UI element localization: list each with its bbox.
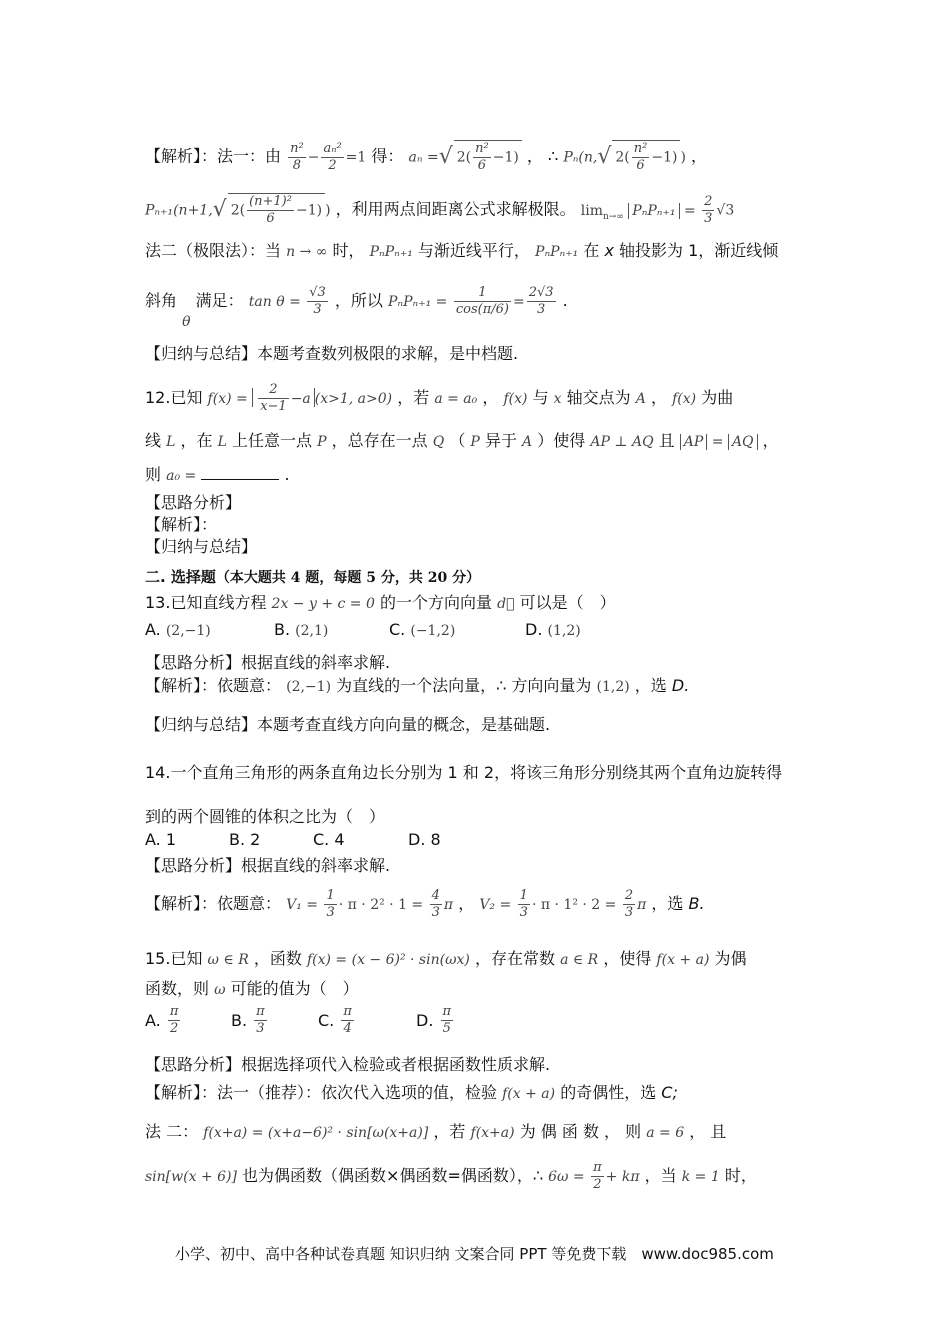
p11-line2: Pₙ₊₁(n+1,√ 2( $\frac{\text{(n+1)²}}{6}$ −1) ) ，利用两点间距离公式求解极限。 $\lim_{n\to\infty} P_nP_{n+1}$ = $\frac{2}{3}$ √3 xyxy=(145,193,735,226)
q15-option-a[interactable]: A. $\frac{\pi}{2}$ xyxy=(145,1004,179,1036)
q14-stem-line2: 到的两个圆锥的体积之比为（ ） xyxy=(145,807,386,826)
q13-idea: 【思路分析】根据直线的斜率求解. xyxy=(145,653,391,672)
q13-option-b[interactable]: B. (2,1) xyxy=(274,620,329,639)
q12-stem-line1: 12.已知 f(x) = $\frac{2}{x-1}$ −a (x>1, a>0) ，若 a = a₀ ， f(x) 与 x 轴交点为 A ， f(x) 为曲 xyxy=(145,382,734,414)
q14-option-b[interactable]: B. 2 xyxy=(229,830,261,849)
q15-analysis-3: sin[w(x + 6)] 也为偶函数（偶函数×偶函数=偶函数），∴ 6ω = $\frac{\pi}{2}$ + kπ ，当 k = 1 时， xyxy=(145,1160,757,1192)
section-heading: 二. 选择题（本大题共 4 题，每题 5 分，共 20 分） xyxy=(145,568,481,586)
q12-stem-line3: 则 a₀ = . xyxy=(145,465,290,484)
q15-idea: 【思路分析】根据选择项代入检验或者根据函数性质求解. xyxy=(145,1055,551,1074)
math-limit: $\lim_{n\to\infty} P_nP_{n+1}$ = xyxy=(580,202,701,222)
q13-summary: 【归纳与总结】本题考查直线方向向量的概念，是基础题. xyxy=(145,715,551,734)
q15-analysis-2: 法 二： f(x+a) = (x+a−6)² · sin[ω(x+a)] ，若 f(x+a) 为 偶 函 数 ， 则 a = 6 ， 且 xyxy=(145,1122,727,1141)
q15-stem-line1: 15.已知 ω ∈ R ，函数 f(x) = (x − 6)² · sin(ωx) ，存在常数 a ∈ R ，使得 f(x + a) 为偶 xyxy=(145,949,747,968)
q15-analysis-1: 【解析】：法一（推荐）：依次代入选项的值，检验 f(x + a) 的奇偶性，选 C; xyxy=(145,1083,678,1102)
q15-option-b[interactable]: B. $\frac{\pi}{3}$ xyxy=(231,1004,265,1036)
q14-analysis: 【解析】：依题意： V₁ = $\frac{1}{3}$ · π · 2² · 1 = $\frac{4}{3}$ π ， V₂ = $\frac{1}{3}$ · π · 1² · 2 = $\frac{2}{3}$ π ，选 B. xyxy=(145,888,705,920)
q15-stem-line2: 函数，则 ω 可能的值为（ ） xyxy=(145,979,359,998)
q15-option-c[interactable]: C. $\frac{\pi}{4}$ xyxy=(318,1004,352,1036)
p11-line1: 【解析】：法一：由 $\frac{\text{n²}}{8}$ − $\frac{\text{aₙ²}}{2}$ =1 得： aₙ =√ 2( $\frac{\text{n²}}{6}$ −1) ， ∴ Pₙ(n,√ 2( $\frac{\text{n²}}{6}$ −1) ) ， xyxy=(145,140,708,173)
q14-option-c[interactable]: C. 4 xyxy=(313,830,345,849)
q14-idea: 【思路分析】根据直线的斜率求解. xyxy=(145,856,391,875)
q14-option-a[interactable]: A. 1 xyxy=(145,830,177,849)
p11-label: 【解析】：法一：由 xyxy=(145,146,282,166)
q13-stem: 13.已知直线方程 2x − y + c = 0 的一个方向向量 d⃗ 可以是（ ） xyxy=(145,593,616,612)
p11-line3: 法二（极限法）：当 n → ∞ 时， PₙPₙ₊₁ 与渐近线平行， PₙPₙ₊₁ 在 x 轴投影为 1，渐近线倾 xyxy=(145,241,779,260)
answer-blank xyxy=(201,465,279,480)
q13-option-d[interactable]: D. (1,2) xyxy=(525,620,581,639)
q15-option-d[interactable]: D. $\frac{\pi}{5}$ xyxy=(416,1004,452,1036)
page-footer: 小学、初中、高中各种试卷真题 知识归纳 文案合同 PPT 等免费下载 www.doc985.com xyxy=(175,1245,774,1263)
q12-stem-line2: 线 L ，在 L 上任意一点 P ，总存在一点 Q （ P 异于 A ）使得 AP ⊥ AQ 且 AP = AQ ， xyxy=(145,431,779,450)
math-expr: aₙ = xyxy=(408,149,439,166)
q14-option-d[interactable]: D. 8 xyxy=(408,830,441,849)
q13-analysis: 【解析】：依题意： (2,−1) 为直线的一个法向量，∴ 方向向量为 (1,2) ，选 D. xyxy=(145,676,690,695)
p11-summary: 【归纳与总结】本题考查数列极限的求解，是中档题. xyxy=(145,344,519,363)
q14-stem-line1: 14.一个直角三角形的两条直角边长分别为 1 和 2，将该三角形分别绕其两个直角边旋转得 xyxy=(145,763,783,782)
math-frac: $\frac{\text{n²}}{8}$ xyxy=(290,140,304,173)
q13-option-a[interactable]: A. (2,−1) xyxy=(145,620,211,639)
q13-option-c[interactable]: C. (−1,2) xyxy=(389,620,456,639)
math-frac: $\frac{\text{aₙ²}}{2}$ xyxy=(323,140,342,173)
math-sqrt: 2( $\frac{\text{n²}}{6}$ −1) xyxy=(454,140,522,174)
q12-summary: 【归纳与总结】 xyxy=(145,537,258,556)
q12-analysis: 【解析】： xyxy=(145,515,218,534)
q12-idea: 【思路分析】 xyxy=(145,493,242,512)
p11-line4: 斜角 θ 满足： tan θ = $\frac{√3}{3}$ ，所以 PₙPₙ₊₁ = $\frac{1}{\cos(\pi/6)}$ = $\frac{2√3}{3}$ . xyxy=(145,285,568,330)
